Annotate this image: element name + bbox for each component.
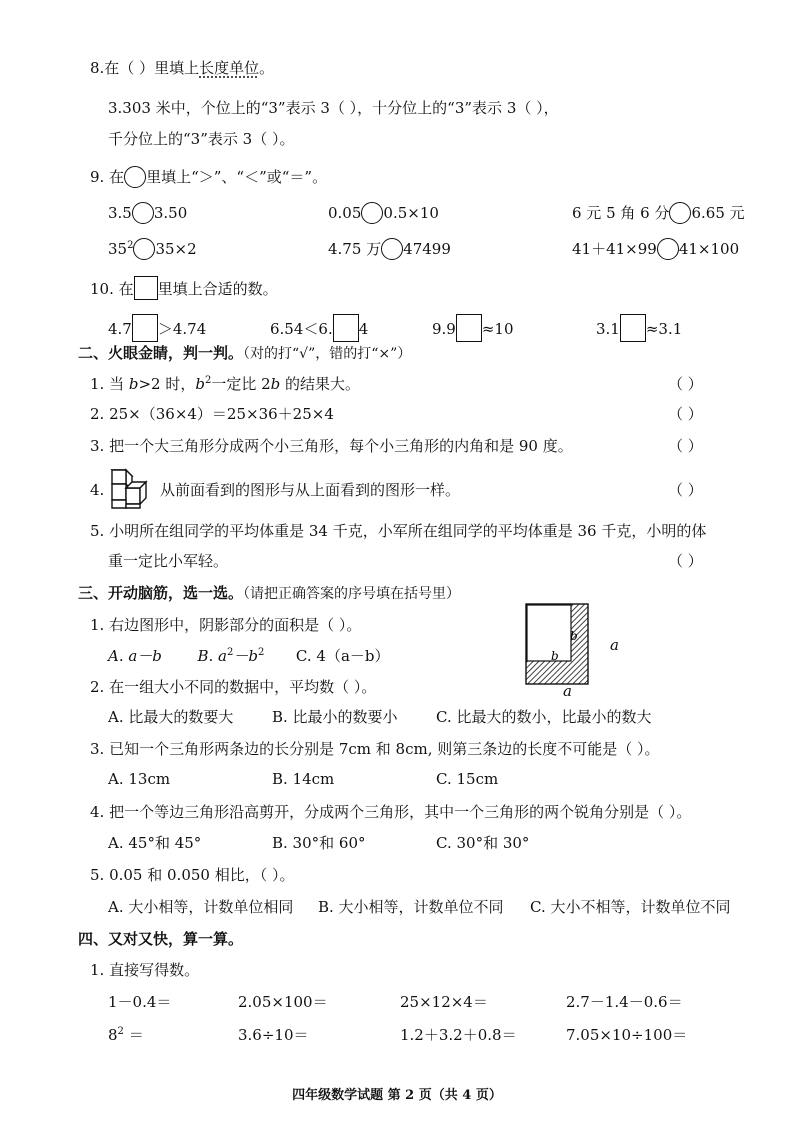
choice-q2-a: A. 比最大的数要大 — [108, 708, 234, 726]
choice-q5-b: B. 大小相等，计数单位不同 — [318, 898, 504, 916]
choice-q5-a: A. 大小相等，计数单位相同 — [108, 898, 294, 916]
calc-item: $8^2$ ＝ — [108, 1026, 144, 1044]
judge-q5-line1: 5. 小明所在组同学的平均体重是 34 千克，小军所在组同学的平均体重是 36 千克，小明的体 — [90, 522, 707, 540]
answer-circle[interactable] — [132, 202, 154, 224]
choice-q1-options: A. a－b B. $a^2-b^2$ C. 4（a－b） — [108, 647, 390, 665]
q9-item-6: 41＋41×99 41×100 — [572, 240, 740, 258]
judge-q4-num: 4. — [90, 481, 105, 499]
answer-circle[interactable] — [361, 202, 383, 224]
choice-q4-b: B. 30°和 60° — [272, 834, 366, 852]
calc-item: 3.6÷10＝ — [238, 1026, 309, 1044]
answer-paren[interactable]: （ ） — [668, 437, 703, 455]
section-2-heading: 二、火眼金睛，判一判。（对的打“√”，错的打“×”） — [78, 344, 412, 362]
choice-q2: 2. 在一组大小不同的数据中，平均数（ ）。 — [90, 678, 377, 696]
answer-box[interactable] — [620, 314, 646, 342]
answer-box[interactable] — [456, 314, 482, 342]
section-3-heading: 三、开动脑筋，选一选。（请把正确答案的序号填在括号里） — [78, 584, 461, 602]
q8-line2: 千分位上的“3”表示 3（ ）。 — [108, 130, 295, 148]
choice-q5: 5. 0.05 和 0.050 相比，（ ）。 — [90, 866, 295, 884]
calc-item: 25×12×4＝ — [400, 993, 488, 1011]
page-footer: 四年级数学试题 第 2 页（共 4 页） — [292, 1088, 502, 1103]
answer-paren[interactable]: （ ） — [668, 481, 703, 499]
choice-q2-c: C. 比最大的数小，比最小的数大 — [436, 708, 652, 726]
answer-circle[interactable] — [133, 238, 155, 260]
answer-circle[interactable] — [381, 238, 403, 260]
compare-circle — [124, 166, 146, 188]
choice-q3: 3. 已知一个三角形两条边的长分别是 7cm 和 8cm, 则第三条边的长度不可能是（ ）。 — [90, 740, 660, 758]
calc-item: 2.7－1.4－0.6＝ — [566, 993, 683, 1011]
label-b-upper: b — [570, 629, 578, 643]
cube-stack-icon — [108, 468, 156, 510]
q10-item-3: 9.9 ≈10 — [432, 314, 514, 342]
judge-q5-line2: 重一定比小军轻。 — [108, 552, 229, 570]
q9-item-4: $35^2$ 35×2 — [108, 240, 197, 258]
calc-item: 7.05×10÷100＝ — [566, 1026, 688, 1044]
choice-q1: 1. 右边图形中，阴影部分的面积是（ ）。 — [90, 616, 362, 634]
shaded-square-figure — [524, 602, 590, 694]
choice-q4-a: A. 45°和 45° — [108, 834, 202, 852]
q10-item-2: 6.54＜6. 4 — [270, 314, 368, 342]
q9-item-5: 4.75 万 47499 — [328, 240, 451, 258]
q8-title: 8.在（ ）里填上长度单位。 — [90, 59, 275, 77]
q9-item-2: 0.05 0.5×10 — [328, 204, 439, 222]
answer-box[interactable] — [132, 314, 158, 342]
q10-item-1: 4.7 ＞4.74 — [108, 314, 206, 342]
choice-q2-b: B. 比最小的数要小 — [272, 708, 398, 726]
answer-paren[interactable]: （ ） — [668, 405, 703, 423]
calc-item: 1－0.4＝ — [108, 993, 172, 1011]
judge-q2: 2. 25×（36×4）＝25×36＋25×4 — [90, 405, 334, 423]
choice-q3-a: A. 13cm — [108, 770, 171, 788]
choice-q3-b: B. 14cm — [272, 770, 335, 788]
q8-line1: 3.303 米中，个位上的“3”表示 3（ ），十分位上的“3”表示 3（ ）， — [108, 99, 559, 117]
label-b-lower: b — [551, 649, 559, 663]
q10-item-4: 3.1 ≈3.1 — [596, 314, 682, 342]
choice-q4-c: C. 30°和 30° — [436, 834, 530, 852]
q9-item-1: 3.5 3.50 — [108, 204, 188, 222]
calc-subheading: 1. 直接写得数。 — [90, 961, 200, 979]
choice-q3-c: C. 15cm — [436, 770, 499, 788]
judge-q3: 3. 把一个大三角形分成两个小三角形，每个小三角形的内角和是 90 度。 — [90, 437, 573, 455]
judge-q1: 1. 当 b>2 时，$b^2$一定比 2b 的结果大。 — [90, 375, 361, 393]
label-a-bottom: a — [563, 682, 572, 700]
choice-q5-c: C. 大小不相等，计数单位不同 — [530, 898, 731, 916]
judge-q4-text: 从前面看到的图形与从上面看到的图形一样。 — [160, 481, 461, 499]
q9-title: 9. 在 里填上“＞”、“＜”或“＝”。 — [90, 168, 328, 186]
calc-item: 2.05×100＝ — [238, 993, 328, 1011]
q9-item-3: 6 元 5 角 6 分 6.65 元 — [572, 204, 745, 222]
fill-box — [134, 276, 158, 300]
answer-circle[interactable] — [657, 238, 679, 260]
answer-paren[interactable]: （ ） — [668, 375, 703, 393]
answer-paren[interactable]: （ ） — [668, 552, 703, 570]
section-4-heading: 四、又对又快，算一算。 — [78, 930, 244, 948]
answer-box[interactable] — [333, 314, 359, 342]
label-a-right: a — [610, 636, 619, 654]
calc-item: 1.2＋3.2＋0.8＝ — [400, 1026, 517, 1044]
q10-title: 10. 在 里填上合适的数。 — [90, 276, 278, 300]
choice-q4: 4. 把一个等边三角形沿高剪开，分成两个三角形，其中一个三角形的两个锐角分别是（ ）。 — [90, 803, 692, 821]
answer-circle[interactable] — [669, 202, 691, 224]
